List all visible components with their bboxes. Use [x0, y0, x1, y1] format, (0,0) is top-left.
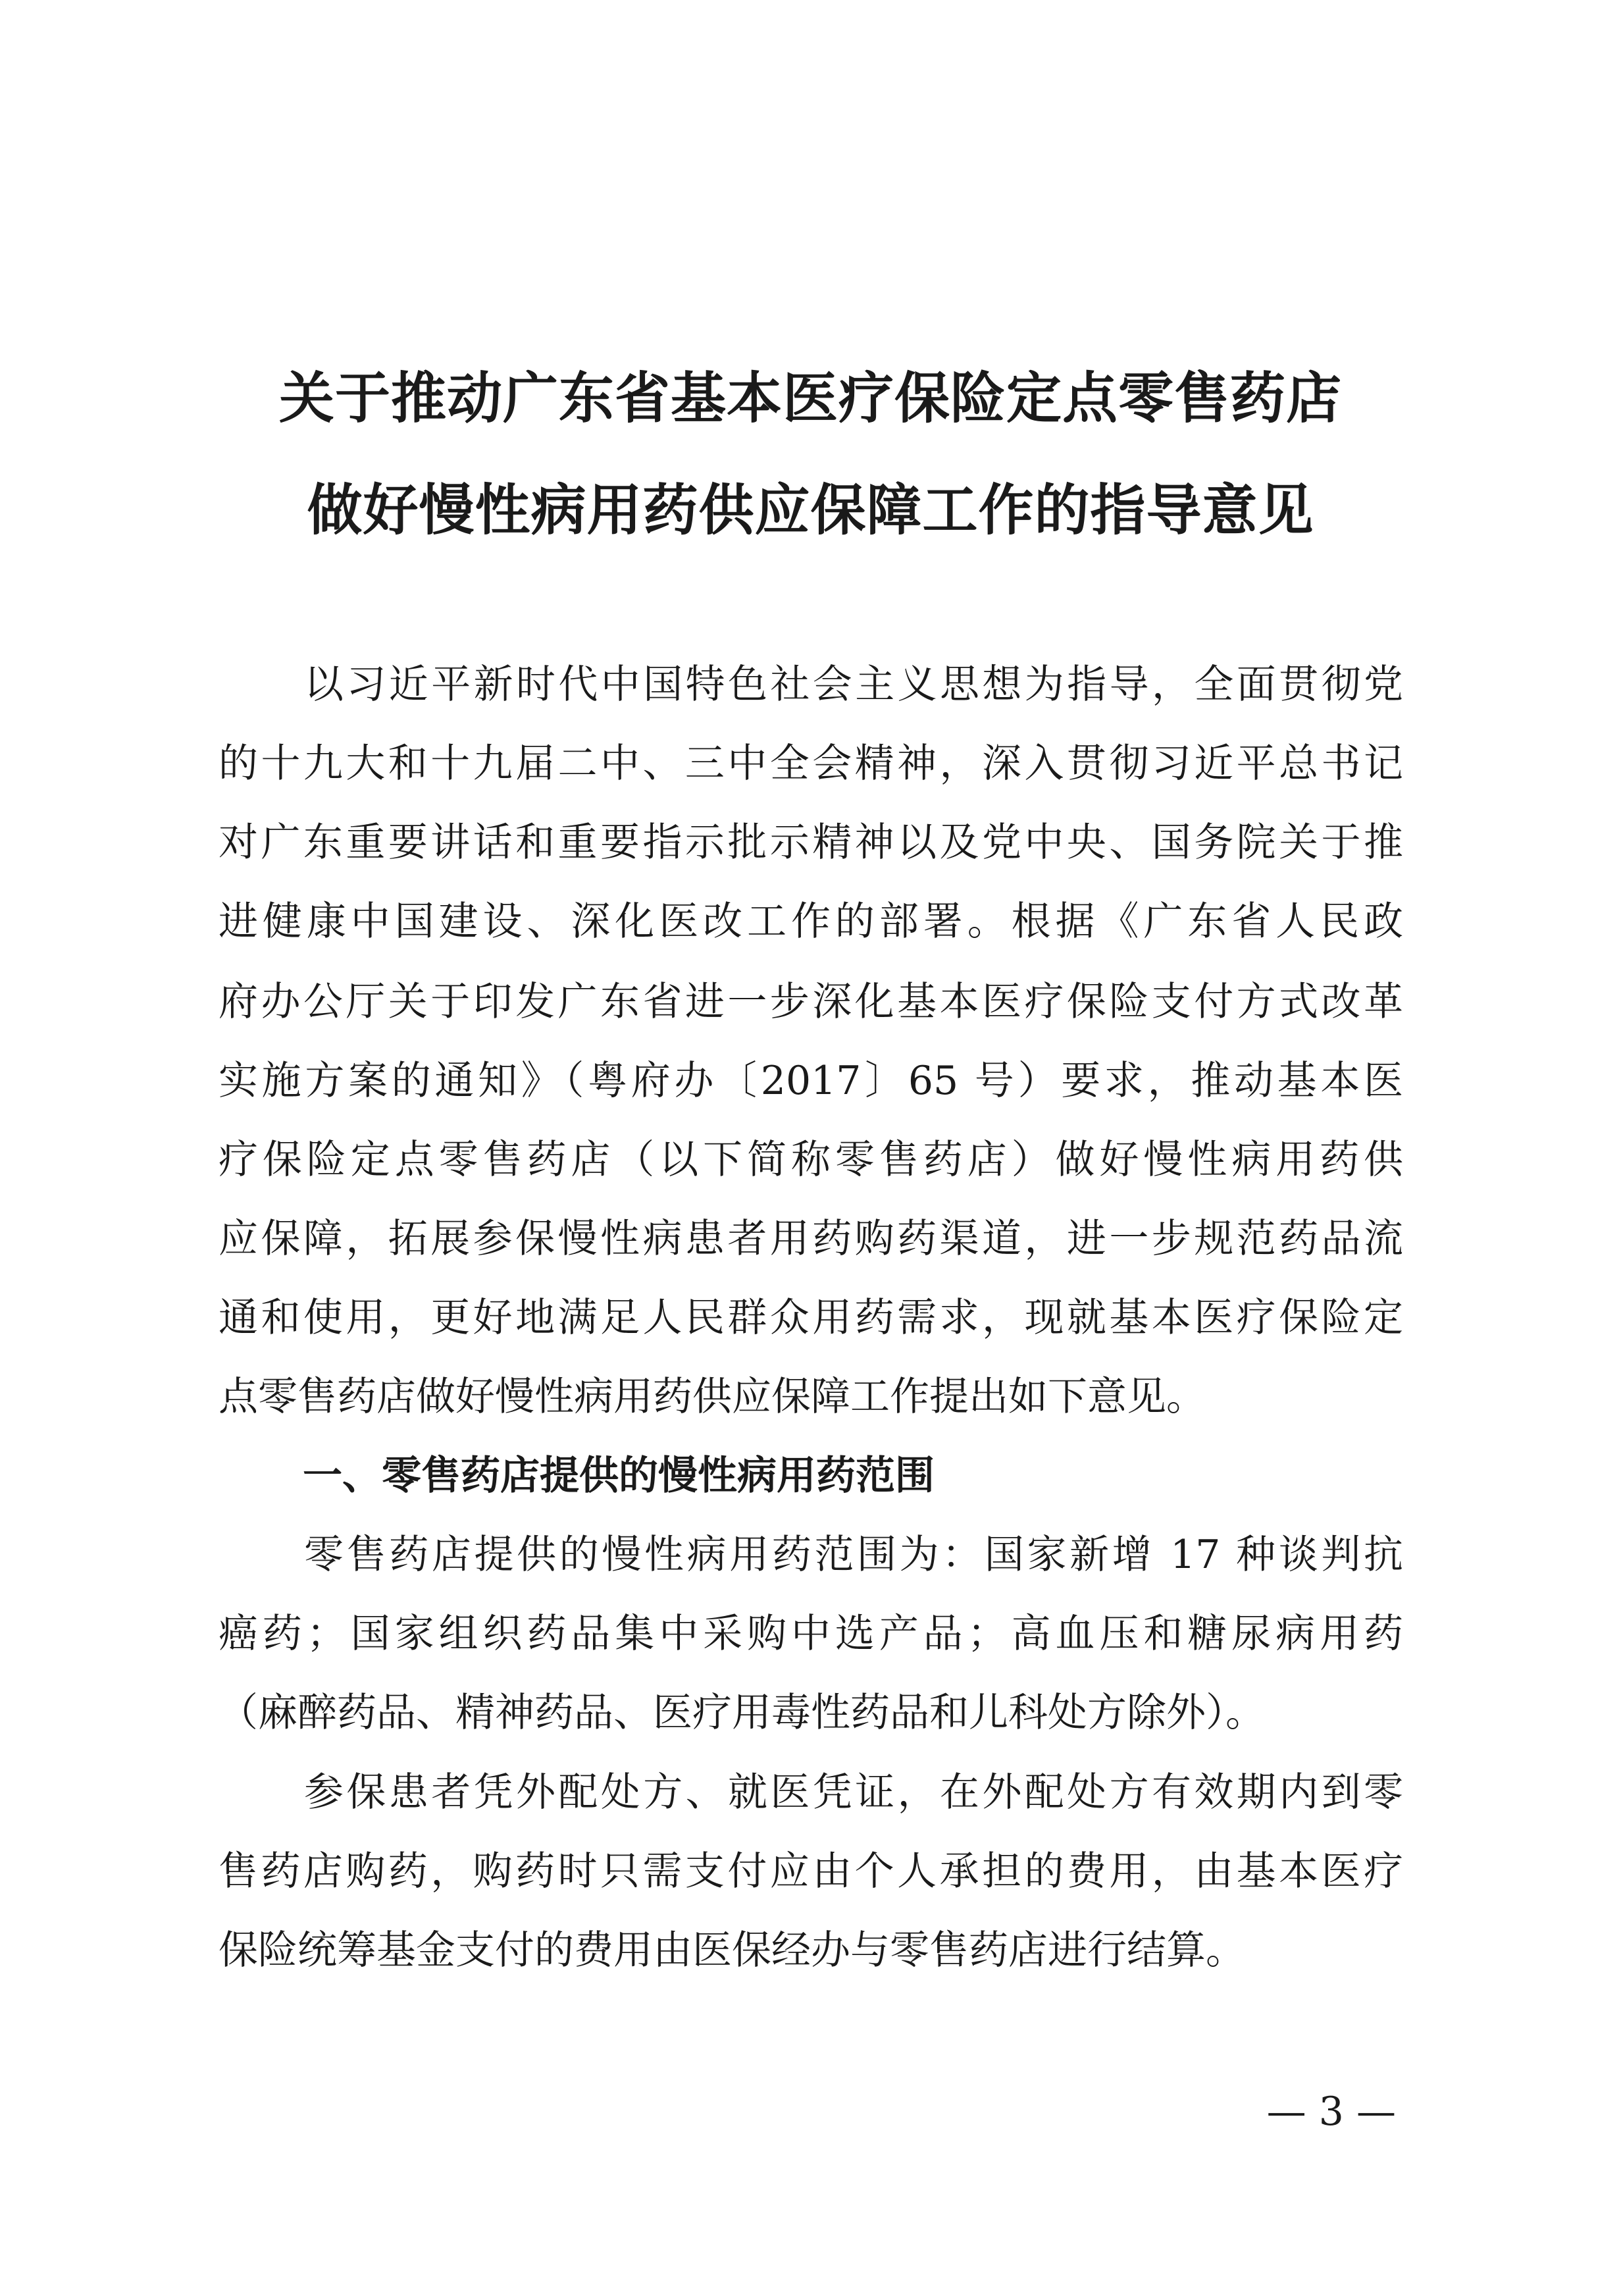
- paragraph-line: 实施方案的通知》（粤府办〔2017〕65 号）要求，推动基本医: [219, 1058, 1403, 1104]
- paragraph-line: 零售药店提供的慢性病用药范围为：国家新增 17 种谈判抗: [304, 1532, 1403, 1578]
- paragraph-line: 参保患者凭外配处方、就医凭证，在外配处方有效期内到零: [304, 1769, 1403, 1815]
- paragraph-line: 对广东重要讲话和重要指示批示精神以及党中央、国务院关于推: [219, 820, 1403, 866]
- paragraph-line: 点零售药店做好慢性病用药供应保障工作提出如下意见。: [219, 1374, 1206, 1420]
- paragraph-line: 售药店购药，购药时只需支付应由个人承担的费用，由基本医疗: [219, 1848, 1403, 1894]
- paragraph-line: 进健康中国建设、深化医改工作的部署。根据《广东省人民政: [219, 899, 1403, 945]
- paragraph-line: 府办公厅关于印发广东省进一步深化基本医疗保险支付方式改革: [219, 979, 1403, 1025]
- section-heading-1: 一、零售药店提供的慢性病用药范围: [303, 1453, 935, 1499]
- paragraph-line: 疗保险定点零售药店（以下简称零售药店）做好慢性病用药供: [219, 1137, 1403, 1183]
- paragraph-line: 的十九大和十九届二中、三中全会精神，深入贯彻习近平总书记: [219, 741, 1403, 787]
- paragraph-line: 癌药；国家组织药品集中采购中选产品；高血压和糖尿病用药: [219, 1611, 1403, 1657]
- document-title-line-2: 做好慢性病用药供应保障工作的指导意见: [307, 478, 1314, 542]
- paragraph-line: 通和使用，更好地满足人民群众用药需求，现就基本医疗保险定: [219, 1295, 1403, 1341]
- paragraph-line: （麻醉药品、精神药品、医疗用毒性药品和儿科处方除外）。: [219, 1690, 1265, 1736]
- paragraph-line: 以习近平新时代中国特色社会主义思想为指导，全面贯彻党: [304, 662, 1403, 708]
- document-title-line-1: 关于推动广东省基本医疗保险定点零售药店: [278, 366, 1342, 430]
- page-number: — 3 —: [1266, 2089, 1396, 2135]
- paragraph-line: 保险统筹基金支付的费用由医保经办与零售药店进行结算。: [219, 1927, 1245, 1973]
- paragraph-line: 应保障，拓展参保慢性病患者用药购药渠道，进一步规范药品流: [219, 1216, 1403, 1262]
